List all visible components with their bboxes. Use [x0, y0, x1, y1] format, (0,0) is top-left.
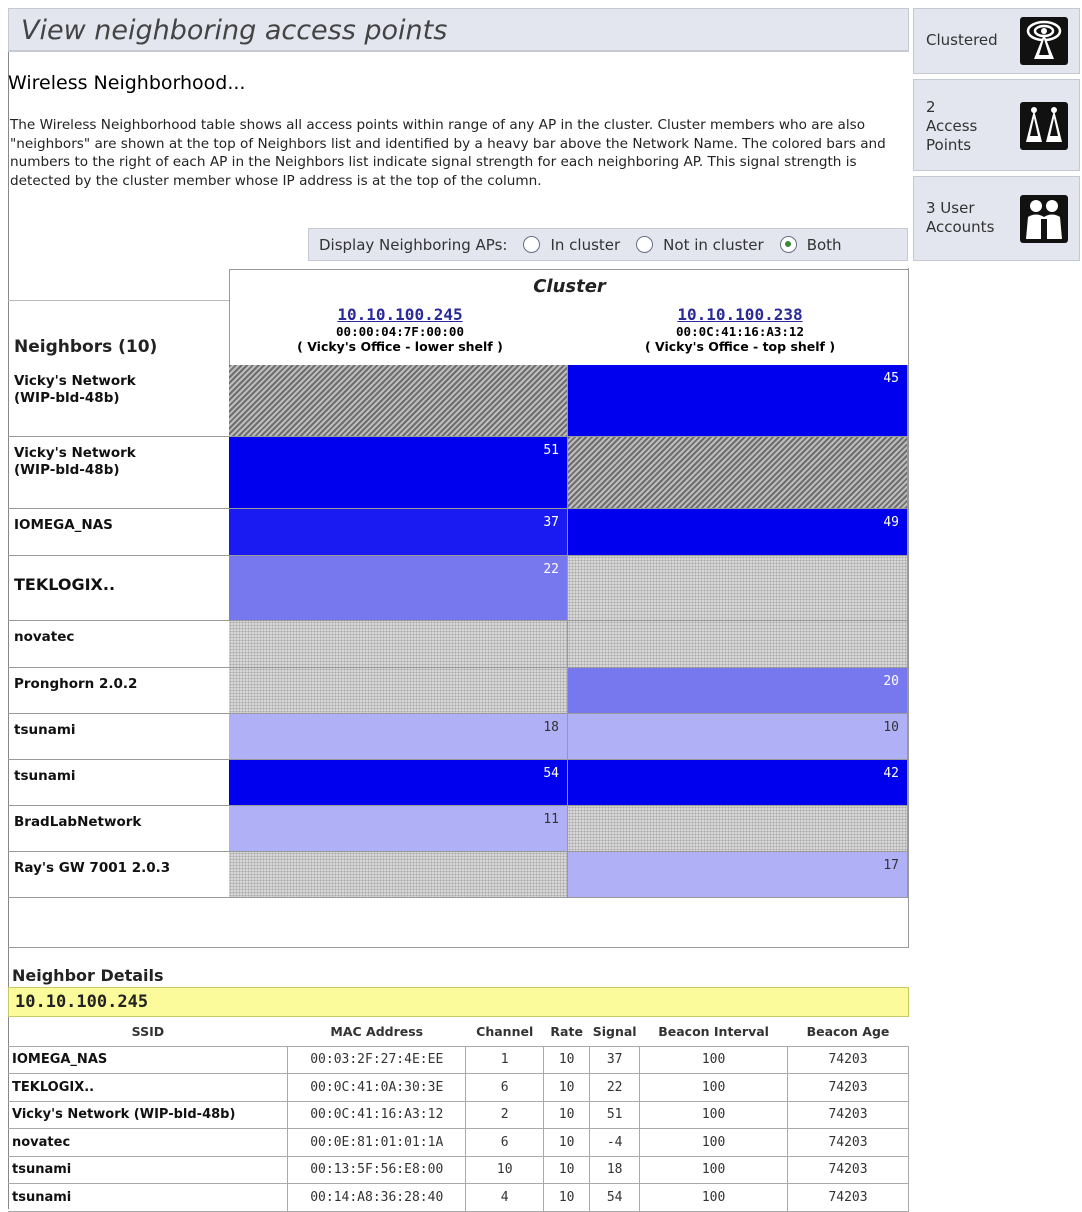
sidebar-line: Points: [926, 136, 972, 154]
table-cell: 4: [466, 1184, 544, 1212]
signal-cell: 42: [568, 760, 908, 806]
neighbor-name: [8, 437, 229, 509]
column-header: SSID: [131, 1024, 165, 1040]
clustered-icon: [1020, 17, 1068, 65]
signal-cell: [229, 621, 568, 668]
neighbor-name-line: (WIP-bld-48b): [14, 390, 120, 406]
table-cell: 10: [544, 1156, 590, 1184]
neighbor-name: Ray's GW 7001 2.0.3: [8, 852, 229, 898]
table-cell: 100: [640, 1129, 788, 1157]
radio-in-cluster[interactable]: [523, 236, 620, 254]
table-cell: 74203: [788, 1184, 909, 1212]
member-mac: 00:0C:41:16:A3:12: [676, 324, 804, 339]
member-location: ( Vicky's Office - lower shelf ): [297, 339, 503, 354]
table-cell: 74203: [788, 1156, 909, 1184]
ssid-cell: IOMEGA_NAS: [8, 1046, 288, 1074]
column-header: Rate: [550, 1024, 583, 1040]
sidebar-item-user-accounts[interactable]: [913, 176, 1080, 261]
intro-text: The Wireless Neighborhood table shows all access points within range of any AP in the cluster. Cluster members who are also "neighbors" are shown at the top of Neighbors list and identified by a heavy bar above the Network Name. The colored bars and numbers to the right of each AP in the Neighbors list indicate signal strength for each neighboring AP. This signal strength is detected by the cluster member whose IP address is at the top of the column.: [10, 117, 886, 189]
signal-cell: 20: [568, 668, 908, 714]
signal-cell: 37: [229, 509, 568, 556]
neighbor-name: [8, 365, 229, 437]
neighbor-name: tsunami: [8, 760, 229, 806]
member-ip-link[interactable]: 10.10.100.238: [677, 305, 803, 324]
table-cell: 100: [640, 1046, 788, 1074]
signal-cell: 49: [568, 509, 908, 556]
member-mac: 00:00:04:7F:00:00: [336, 324, 464, 339]
table-cell: 74203: [788, 1046, 909, 1074]
table-cell: 6: [466, 1129, 544, 1157]
radio-label: In cluster: [550, 235, 621, 254]
radio-checked-icon[interactable]: [780, 236, 797, 253]
table-cell: -4: [590, 1129, 640, 1157]
table-cell: 10: [544, 1074, 590, 1102]
signal-cell: [568, 621, 908, 668]
neighbor-name-line: Vicky's Network: [14, 373, 136, 389]
sidebar-item-label: [926, 98, 977, 155]
cluster-title: Cluster: [533, 276, 606, 297]
radio-icon[interactable]: [523, 236, 540, 253]
signal-cell: [568, 437, 908, 509]
table-cell: 00:03:2F:27:4E:EE: [288, 1046, 466, 1074]
neighbor-name: TEKLOGIX..: [8, 556, 229, 621]
neighbor-name: Pronghorn 2.0.2: [8, 668, 229, 714]
sidebar-item-clustered[interactable]: [913, 8, 1080, 74]
user-accounts-icon: [1020, 195, 1068, 243]
radio-both[interactable]: [780, 236, 842, 254]
table-cell: 00:0C:41:0A:30:3E: [288, 1074, 466, 1102]
table-header-row: [8, 1018, 909, 1046]
cluster-member-1: [230, 306, 570, 355]
neighbor-name-line: (WIP-bld-48b): [14, 462, 120, 478]
radio-icon[interactable]: [636, 236, 653, 253]
signal-cell: [229, 365, 568, 437]
ssid-cell: novatec: [8, 1129, 288, 1157]
signal-cell: [229, 668, 568, 714]
signal-cell: 17: [568, 852, 908, 898]
member-ip-link[interactable]: 10.10.100.245: [337, 305, 463, 324]
ssid-cell: Vicky's Network (WIP-bld-48b): [8, 1101, 288, 1129]
filter-label: Display Neighboring APs:: [319, 235, 508, 254]
table-cell: 100: [640, 1156, 788, 1184]
radio-label: Both: [806, 235, 842, 254]
column-header: Beacon Interval: [658, 1024, 769, 1040]
display-filter: [308, 228, 908, 261]
table-cell: 10: [544, 1129, 590, 1157]
signal-cell: 54: [229, 760, 568, 806]
access-points-icon: [1020, 102, 1068, 150]
neighbor-name: BradLabNetwork: [8, 806, 229, 852]
neighbor-name: tsunami: [8, 714, 229, 760]
signal-cell: 11: [229, 806, 568, 852]
column-header: MAC Address: [330, 1024, 424, 1040]
ssid-cell: TEKLOGIX..: [8, 1074, 288, 1102]
table-cell: 10: [544, 1184, 590, 1212]
table-cell: 22: [590, 1074, 640, 1102]
table-cell: 100: [640, 1074, 788, 1102]
table-cell: 100: [640, 1101, 788, 1129]
table-cell: 6: [466, 1074, 544, 1102]
neighbor-name-line: Vicky's Network: [14, 445, 136, 461]
table-cell: 00:0C:41:16:A3:12: [288, 1101, 466, 1129]
radio-label: Not in cluster: [663, 235, 764, 254]
ssid-cell: tsunami: [8, 1156, 288, 1184]
member-location: ( Vicky's Office - top shelf ): [644, 339, 836, 354]
table-row: [8, 1129, 909, 1157]
table-cell: 100: [640, 1184, 788, 1212]
signal-cell: [229, 852, 568, 898]
table-cell: 10: [544, 1046, 590, 1074]
section-heading: Wireless Neighborhood...: [8, 72, 246, 94]
table-row: [8, 1184, 909, 1212]
table-cell: 10: [544, 1101, 590, 1129]
neighbor-details-table: [8, 1018, 909, 1212]
sidebar-item-label: Clustered: [926, 31, 998, 49]
details-ip: 10.10.100.245: [8, 987, 909, 1017]
table-cell: 10: [466, 1156, 544, 1184]
cluster-header: [229, 269, 909, 365]
details-heading: Neighbor Details: [12, 966, 164, 985]
table-row: [8, 1156, 909, 1184]
column-header: Signal: [592, 1024, 637, 1040]
signal-cell: 18: [229, 714, 568, 760]
sidebar-line: 3 User: [926, 199, 975, 217]
table-cell: 37: [590, 1046, 640, 1074]
table-cell: 74203: [788, 1074, 909, 1102]
page-title: View neighboring access points: [8, 8, 909, 52]
neighbor-name: novatec: [8, 621, 229, 668]
neighbor-name: IOMEGA_NAS: [8, 509, 229, 556]
table-row: [8, 1074, 909, 1102]
signal-cell: 22: [229, 556, 568, 621]
divider: [8, 300, 229, 301]
signal-cell: [568, 556, 908, 621]
table-row: [8, 1046, 909, 1074]
table-cell: 74203: [788, 1129, 909, 1157]
radio-not-in-cluster[interactable]: [636, 236, 764, 254]
table-cell: 00:13:5F:56:E8:00: [288, 1156, 466, 1184]
cluster-member-2: [570, 306, 910, 355]
table-cell: 00:14:A8:36:28:40: [288, 1184, 466, 1212]
ssid-cell: tsunami: [8, 1184, 288, 1212]
sidebar-line: Access: [926, 117, 978, 135]
table-cell: 1: [466, 1046, 544, 1074]
table-cell: 74203: [788, 1101, 909, 1129]
signal-cell: 51: [229, 437, 568, 509]
signal-cell: 10: [568, 714, 908, 760]
table-row: [8, 1101, 909, 1129]
sidebar-line: Accounts: [926, 218, 995, 236]
signal-cell: [568, 806, 908, 852]
neighbors-label: Neighbors (10): [14, 337, 158, 357]
table-cell: 2: [466, 1101, 544, 1129]
sidebar-item-label: [926, 199, 994, 237]
column-header: Beacon Age: [806, 1024, 890, 1040]
signal-cell: 45: [568, 365, 908, 437]
table-cell: 18: [590, 1156, 640, 1184]
sidebar-item-access-points[interactable]: [913, 79, 1080, 171]
column-header: Channel: [476, 1024, 534, 1040]
table-cell: 51: [590, 1101, 640, 1129]
sidebar-line: 2: [926, 98, 936, 116]
table-body: [8, 1046, 909, 1211]
table-cell: 00:0E:81:01:01:1A: [288, 1129, 466, 1157]
table-cell: 54: [590, 1184, 640, 1212]
